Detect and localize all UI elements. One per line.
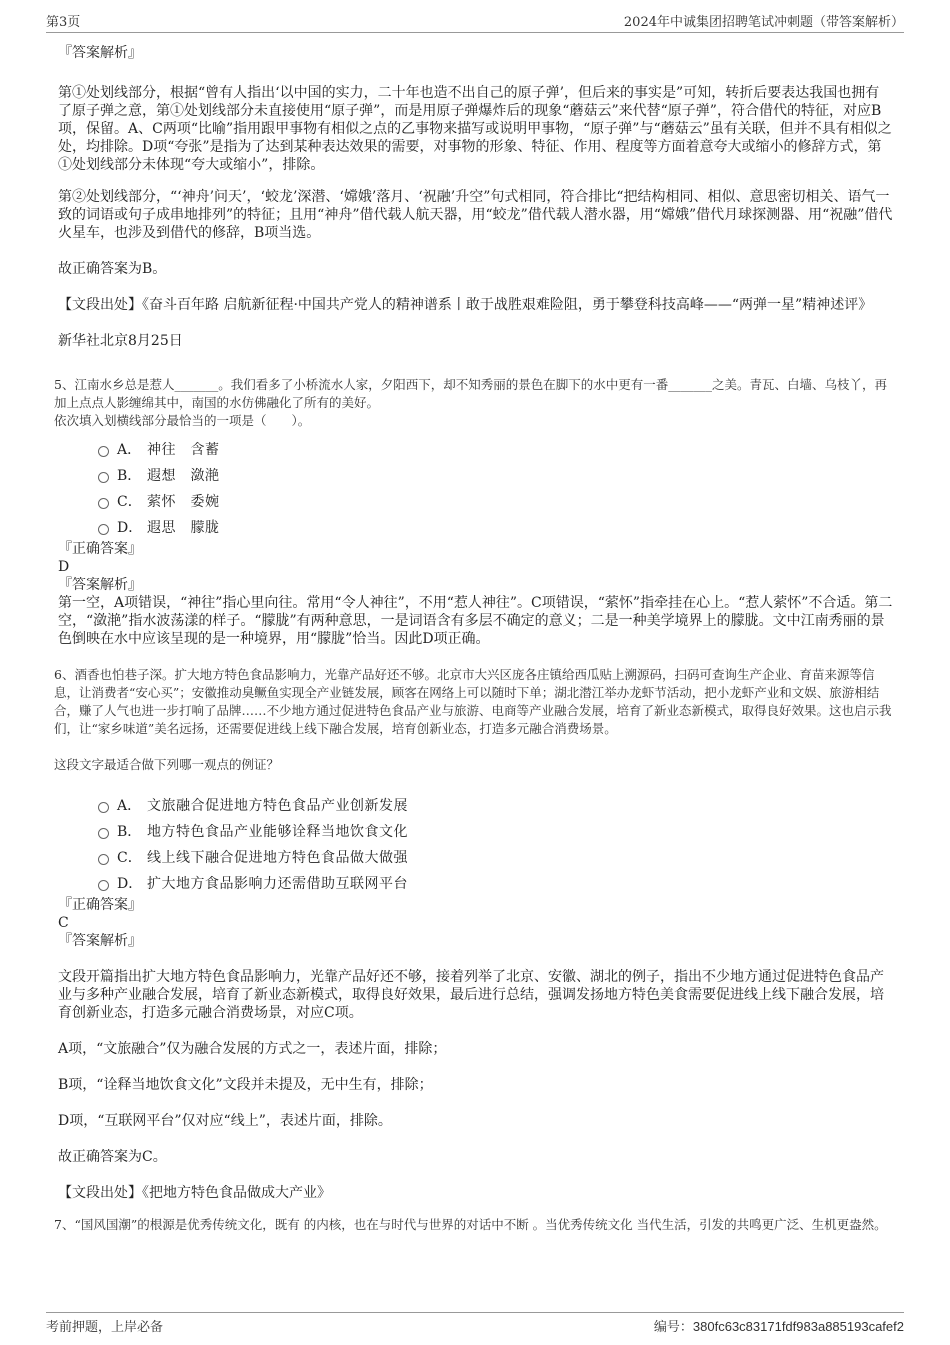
- radio-button[interactable]: [98, 498, 109, 509]
- correct-answer-heading: 『正确答案』: [58, 897, 142, 913]
- source-citation: 【文段出处】《奋斗百年路 启航新征程·中国共产党人的精神谱系丨敢于战胜艰难险阻，勇于攀登科技高峰——“两弹一星”精神述评》: [58, 297, 873, 313]
- correct-answer: D: [58, 559, 70, 575]
- analysis-heading: 『答案解析』: [58, 577, 142, 593]
- option-b[interactable]: B． 地方特色食品产业能够诠释当地饮食文化: [98, 818, 893, 844]
- analysis-paragraph: 第②处划线部分，“‘神舟’问天’，‘蛟龙’深潜、‘嫦娥’落月、‘祝融’升空”句式相同，符合排比“把结构相同、相似、意思密切相关、语气一致的词语或句子成串地排列”的特征；且用“神舟”借代载人航天器，用“蛟龙”借代载人潜水器，用“嫦娥”借代月球探测器、用“祝融”借代火星车，也涉及到借代的修辞，B项当选。: [58, 189, 893, 241]
- question-stem: 5、江南水乡总是惹人_______。我们看多了小桥流水人家，夕阳西下，却不知秀丽的景色在脚下的水中更有一番_______之美。青瓦、白墙、乌枝丫，再加上点点人影缠绵其中，南国的水仿佛融化了所有的美好。: [54, 377, 887, 410]
- dateline: 新华社北京8月25日: [58, 333, 183, 349]
- source-citation: 【文段出处】《把地方特色食品做成大产业》: [58, 1185, 331, 1201]
- option-a[interactable]: A． 文旅融合促进地方特色食品产业创新发展: [98, 792, 893, 818]
- analysis-paragraph: 第①处划线部分，根据“曾有人指出‘以中国的实力，二十年也造不出自己的原子弹’，但后来的事实是”可知，转折后要表达我国也拥有了原子弹之意，第①处划线部分未直接使用“原子弹”，而是用原子弹爆炸后的现象“蘑菇云”来代替“原子弹”，符合借代的特征，对应B项，保留。A、C两项“比喻”指用跟甲事物有相似之点的乙事物来描写或说明甲事物，“原子弹”与“蘑菇云”虽有关联，但并不具有相似之处，均排除。D项“夸张”是指为了达到某种表达效果的需要，对事物的形象、特征、作用、程度等方面着意夸大或缩小的修辞方式，第①处划线部分未体现“夸大或缩小”，排除。: [58, 85, 892, 173]
- page-content: [54, 44, 893, 1234]
- radio-button[interactable]: [98, 880, 109, 891]
- conclusion-text: 故正确答案为B。: [58, 261, 167, 277]
- analysis-note: A项，“文旅融合”仅为融合发展的方式之一，表述片面，排除；: [58, 1041, 447, 1057]
- option-d[interactable]: D． 遐思 朦胧: [98, 514, 893, 540]
- footer-slogan: 考前押题，上岸必备: [46, 1320, 164, 1335]
- analysis-heading: 『答案解析』: [58, 933, 142, 949]
- question-prompt: 依次填入划横线部分最恰当的一项是（ ）。: [54, 413, 311, 428]
- page-header: [46, 8, 904, 33]
- page-number: 第3页: [46, 14, 81, 30]
- page-footer: [46, 1312, 904, 1335]
- option-c[interactable]: C． 萦怀 委婉: [98, 488, 893, 514]
- question-stem: 6、酒香也怕巷子深。扩大地方特色食品影响力，光靠产品好还不够。北京市大兴区庞各庄镇给西瓜贴上溯源码，扫码可查询生产企业、育苗来源等信息，让消费者“安心买”；安徽推动臭鳜鱼实现全产业链发展，顾客在网络上可以随时下单；湖北潜江举办龙虾节活动，把小龙虾产业和文娱、旅游相结合，赚了人气也进一步打响了品牌……不少地方通过促进特色食品产业与旅游、电商等产业融合发展，培育了新业态新模式，取得良好效果。这也启示我们，让“家乡味道”美名远扬，还需要促进线上线下融合发展，培育创新业态，打造多元融合消费场景。: [54, 667, 892, 736]
- analysis-heading: 『答案解析』: [58, 45, 142, 61]
- analysis-paragraph: 第一空，A项错误，“神往”指心里向往。常用“令人神往”，不用“惹人神往”。C项错误，“萦怀”指牵挂在心上。“惹人萦怀”不合适。第二空，“潋滟”指水波荡漾的样子。“朦胧”有两种意思，一是词语含有多层不确定的意义；二是一种美学境界上的朦胧。文中江南秀丽的景色倒映在水中应该呈现的是一种境界，用“朦胧”恰当。因此D项正确。: [58, 595, 893, 647]
- option-list: [98, 436, 893, 540]
- question-stem: 7、“国风国潮”的根源是优秀传统文化，既有 的内核，也在与时代与世界的对话中不断 。当优秀传统文化 当代生活，引发的共鸣更广泛、生机更盎然。: [54, 1217, 887, 1232]
- radio-button[interactable]: [98, 524, 109, 535]
- analysis-paragraph: 文段开篇指出扩大地方特色食品影响力，光靠产品好还不够，接着列举了北京、安徽、湖北的例子，指出不少地方通过促进特色食品产业与多种产业融合发展，培育了新业态新模式，取得良好效果，最后进行总结，强调发扬地方特色美食需要促进线上线下融合发展，培育创新业态，打造多元融合消费场景，对应C项。: [58, 969, 884, 1021]
- analysis-note: D项，“互联网平台”仅对应“线上”，表述片面，排除。: [58, 1113, 392, 1129]
- radio-button[interactable]: [98, 854, 109, 865]
- correct-answer: C: [58, 915, 69, 931]
- option-list: [98, 792, 893, 896]
- option-a[interactable]: A． 神往 含蓄: [98, 436, 893, 462]
- option-c[interactable]: C． 线上线下融合促进地方特色食品做大做强: [98, 844, 893, 870]
- option-b[interactable]: B． 遐想 潋滟: [98, 462, 893, 488]
- conclusion-text: 故正确答案为C。: [58, 1149, 167, 1165]
- radio-button[interactable]: [98, 472, 109, 483]
- option-d[interactable]: D． 扩大地方食品影响力还需借助互联网平台: [98, 870, 893, 896]
- document-serial: 编号：380fc63c83171fdf983a885193cafef2: [653, 1319, 904, 1334]
- document-title: 2024年中诚集团招聘笔试冲刺题（带答案解析）: [623, 14, 904, 30]
- radio-button[interactable]: [98, 828, 109, 839]
- correct-answer-heading: 『正确答案』: [58, 541, 142, 557]
- analysis-note: B项，“诠释当地饮食文化”文段并未提及，无中生有，排除；: [58, 1077, 433, 1093]
- radio-button[interactable]: [98, 446, 109, 457]
- question-prompt: 这段文字最适合做下列哪一观点的例证？: [54, 757, 280, 772]
- radio-button[interactable]: [98, 802, 109, 813]
